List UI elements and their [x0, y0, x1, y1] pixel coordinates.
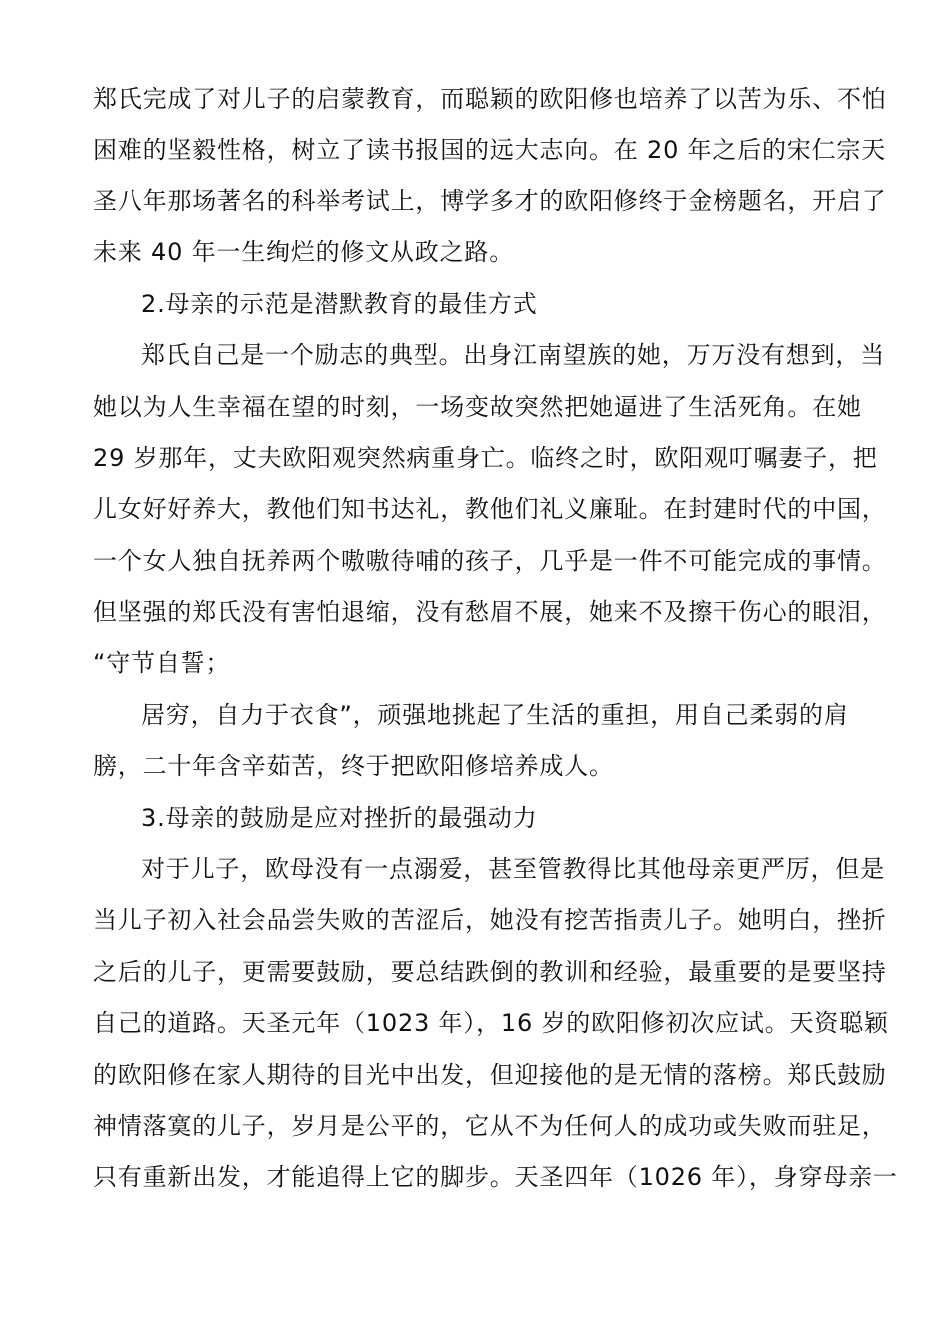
text-line: 自己的道路。天圣元年（1023 年），16 岁的欧阳修初次应试。天资聪颖: [93, 1009, 889, 1037]
text-line: 对于儿子，欧母没有一点溺爱，甚至管教得比其他母亲更严厉，但是: [141, 855, 885, 883]
text-line: 居穷，自力于衣食”，顽强地挑起了生活的重担，用自己柔弱的肩: [141, 701, 849, 729]
text-line: 一个女人独自抚养两个嗷嗷待哺的孩子，几乎是一件不可能完成的事情。: [93, 547, 887, 575]
text-line: 当儿子初入社会品尝失败的苦涩后，她没有挖苦指责儿子。她明白，挫折: [93, 906, 887, 934]
text-line: 圣八年那场著名的科举考试上，博学多才的欧阳修终于金榜题名，开启了: [93, 187, 887, 215]
section-heading: 2.母亲的示范是潜默教育的最佳方式: [141, 290, 538, 318]
section-heading: 3.母亲的鼓励是应对挫折的最强动力: [141, 804, 538, 832]
text-line: 但坚强的郑氏没有害怕退缩，没有愁眉不展，她来不及擦干伤心的眼泪，: [93, 598, 887, 626]
text-line: 的欧阳修在家人期待的目光中出发，但迎接他的是无情的落榜。郑氏鼓励: [93, 1061, 887, 1089]
text-line: 郑氏完成了对儿子的启蒙教育，而聪颖的欧阳修也培养了以苦为乐、不怕: [93, 85, 887, 113]
text-line: 儿女好好养大，教他们知书达礼，教他们礼义廉耻。在封建时代的中国，: [93, 495, 887, 523]
text-line: 只有重新出发，才能追得上它的脚步。天圣四年（1026 年），身穿母亲一: [93, 1163, 898, 1191]
text-line: 之后的儿子，更需要鼓励，要总结跌倒的教训和经验，最重要的是要坚持: [93, 958, 887, 986]
text-line: 膀，二十年含辛茹苦，终于把欧阳修培养成人。: [93, 752, 614, 780]
text-line: 29 岁那年，丈夫欧阳观突然病重身亡。临终之时，欧阳观叮嘱妻子，把: [93, 444, 878, 472]
text-line: 困难的坚毅性格，树立了读书报国的远大志向。在 20 年之后的宋仁宗天: [93, 136, 886, 164]
text-line: “守节自誓；: [93, 649, 231, 677]
text-line: 郑氏自己是一个励志的典型。出身江南望族的她，万万没有想到，当: [141, 341, 885, 369]
text-line: 她以为人生幸福在望的时刻，一场变故突然把她逼进了生活死角。在她: [93, 393, 862, 421]
text-line: 未来 40 年一生绚烂的修文从政之路。: [93, 238, 514, 266]
text-line: 神情落寞的儿子，岁月是公平的，它从不为任何人的成功或失败而驻足，: [93, 1112, 887, 1140]
